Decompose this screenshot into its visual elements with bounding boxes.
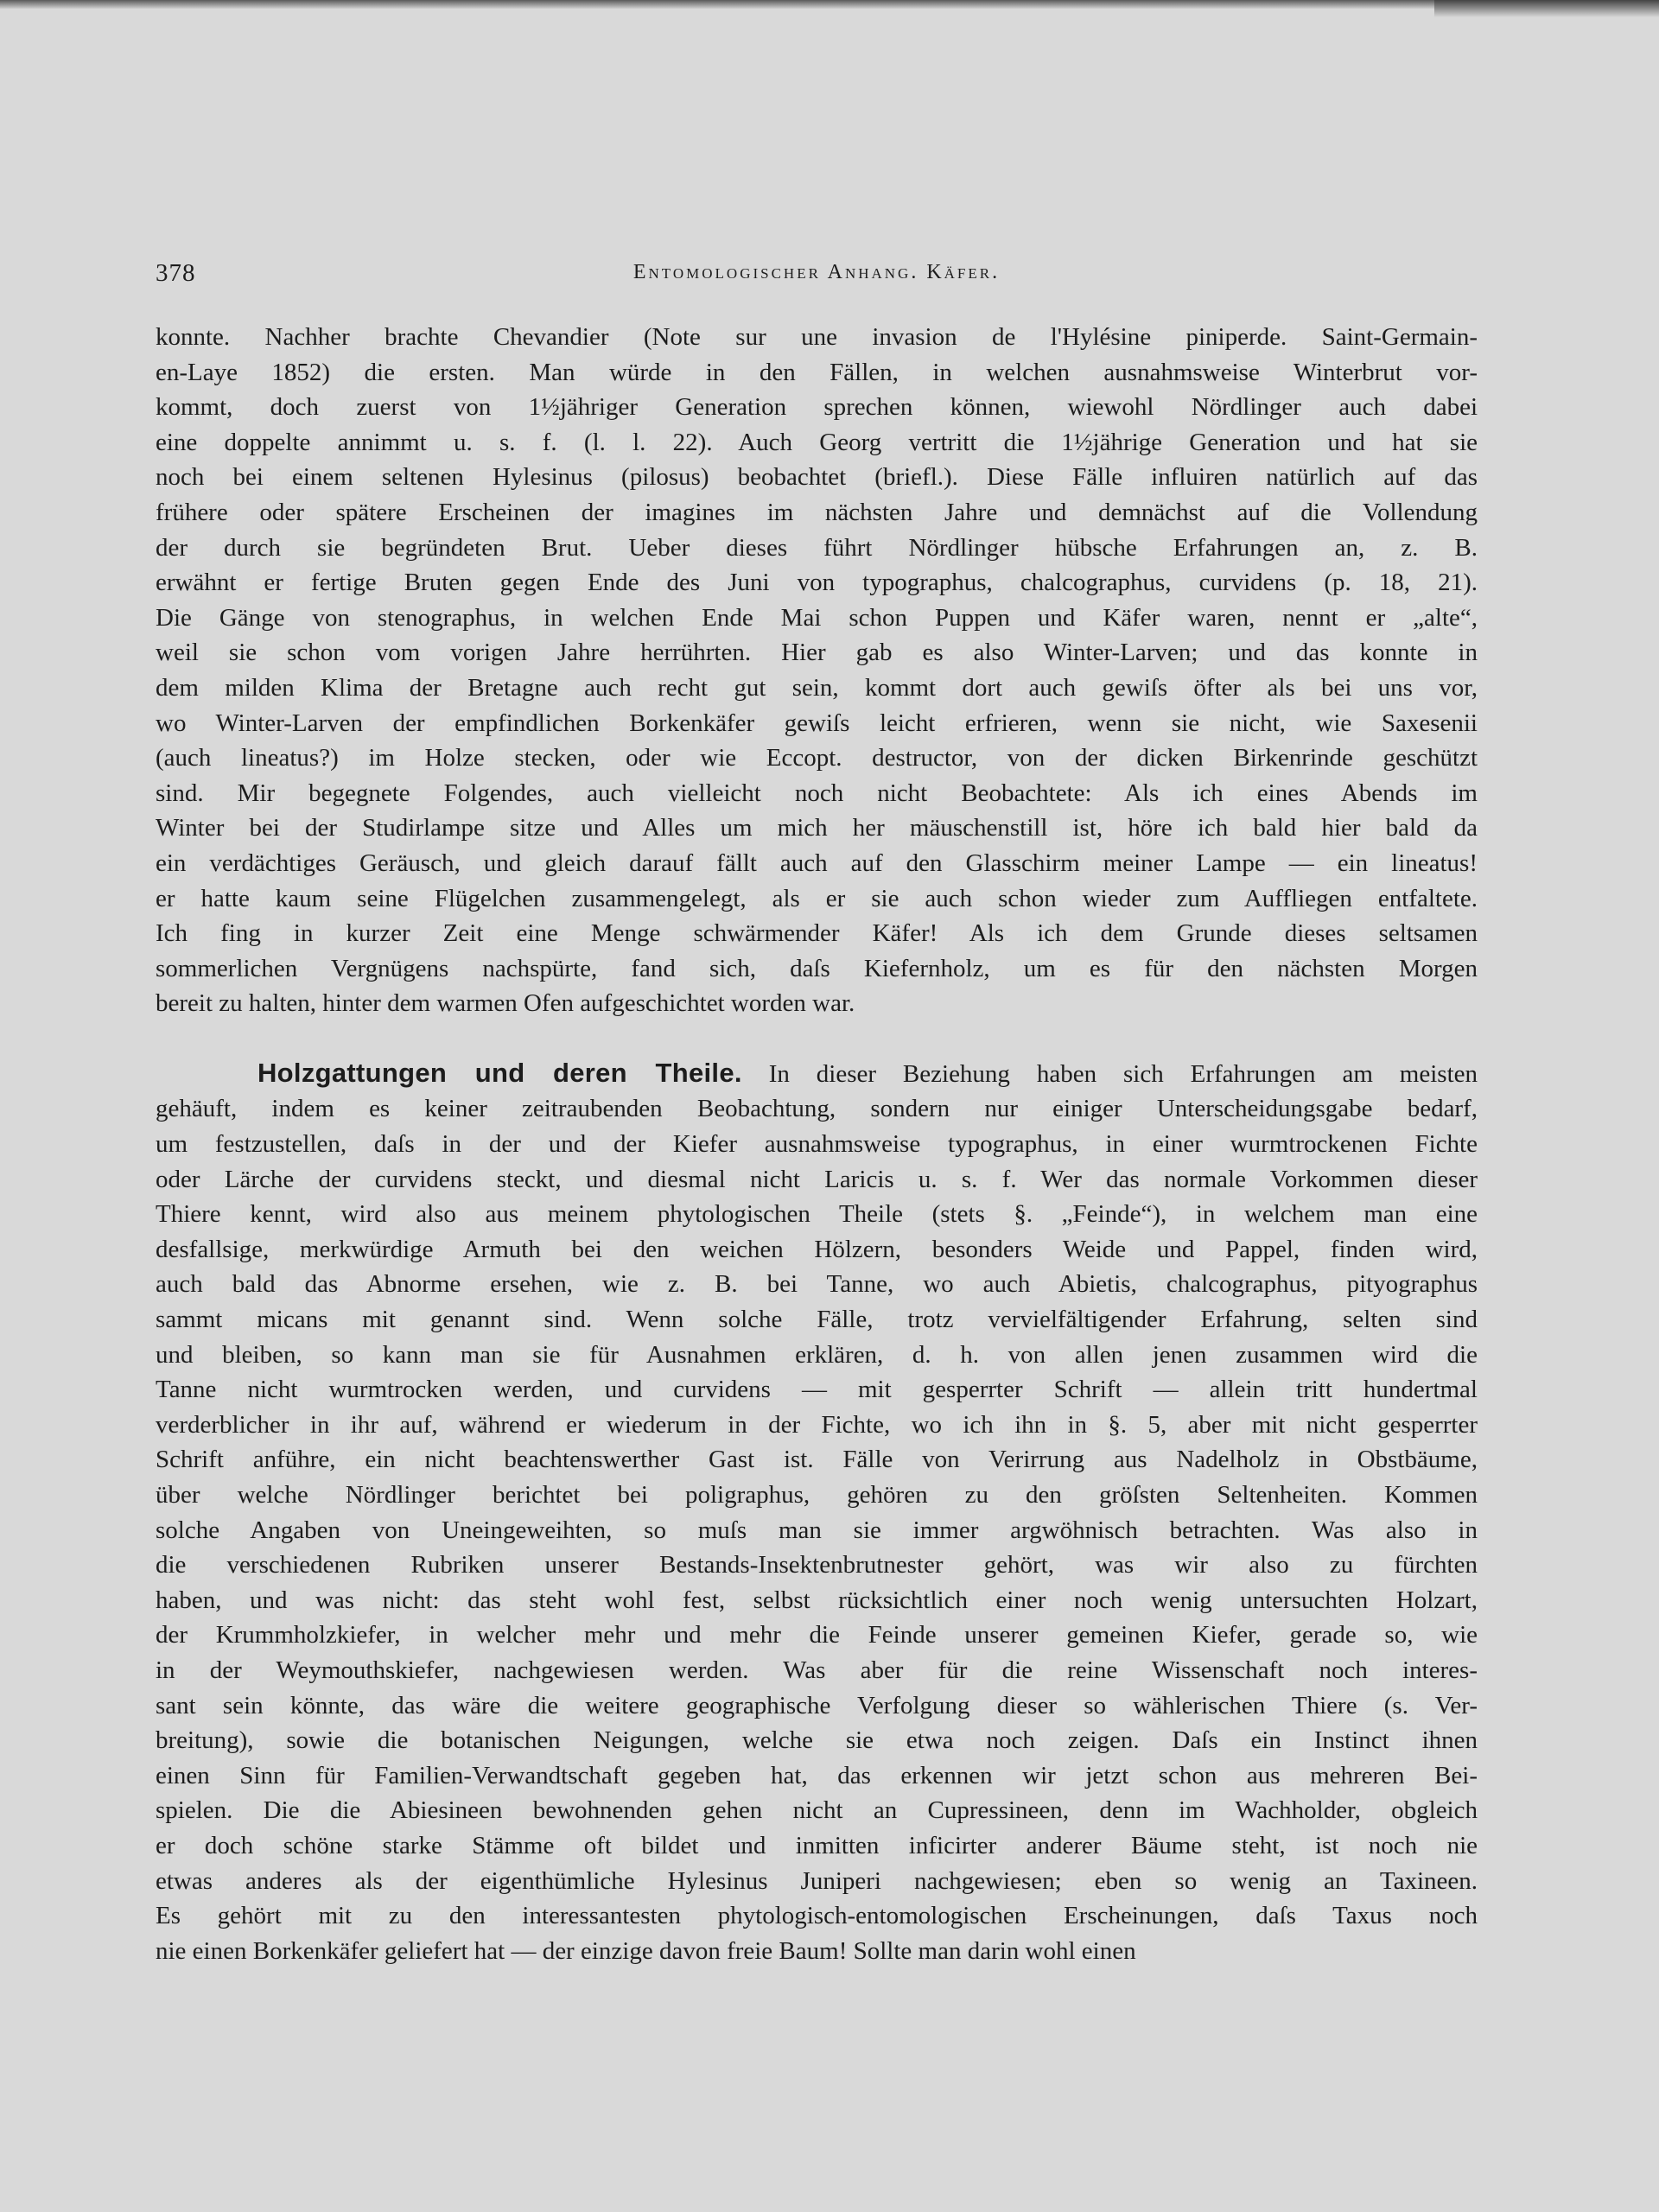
text-line: Ich fing in kurzer Zeit eine Menge schwärmender Käfer! Als ich dem Grunde dieses seltsamen xyxy=(156,919,1478,948)
text-line: Die Gänge von stenographus, in welchen Ende Mai schon Puppen und Käfer waren, nennt er „alte“, xyxy=(156,603,1478,632)
text-line: auch bald das Abnorme ersehen, wie z. B. bei Tanne, wo auch Abietis, chalcographus, pityographus xyxy=(156,1270,1478,1299)
text-line: verderblicher in ihr auf, während er wiederum in der Fichte, wo ich ihn in §. 5, aber mit nicht gesperrter xyxy=(156,1410,1478,1439)
section-first-line xyxy=(156,1056,1478,1092)
text-line: wo Winter-Larven der empfindlichen Borkenkäfer gewiſs leicht erfrieren, wenn sie nicht, wie Saxesenii xyxy=(156,709,1478,737)
text-line: er doch schöne starke Stämme oft bildet und inmitten inficirter anderer Bäume steht, ist noch nie xyxy=(156,1831,1478,1859)
text-line: Tanne nicht wurmtrocken werden, und curvidens — mit gesperrter Schrift — allein tritt hundertmal xyxy=(156,1376,1478,1404)
section-heading: Holzgattungen und deren Theile. xyxy=(257,1057,742,1088)
section-first-line-text: In dieser Beziehung haben sich Erfahrungen am meisten xyxy=(768,1059,1478,1088)
text-line: sant sein könnte, das wäre die weitere geographische Verfolgung dieser so wählerischen Thiere (s. Ver- xyxy=(156,1691,1478,1719)
text-line: sammt micans mit genannt sind. Wenn solche Fälle, trotz vervielfältigender Erfahrung, selten sind xyxy=(156,1306,1478,1334)
text-line: um festzustellen, daſs in der und der Kiefer ausnahmsweise typographus, in einer wurmtrockenen Fichte xyxy=(156,1130,1478,1159)
text-line: ein verdächtiges Geräusch, und gleich darauf fällt auch auf den Glasschirm meiner Lampe — ein lineatus! xyxy=(156,849,1478,877)
text-line: desfallsige, merkwürdige Armuth bei den weichen Hölzern, besonders Weide und Pappel, finden wird, xyxy=(156,1235,1478,1263)
text-line: einen Sinn für Familien-Verwandtschaft gegeben hat, das erkennen wir jetzt schon aus mehreren Bei- xyxy=(156,1761,1478,1789)
running-title: Entomologischer Anhang. Käfer. xyxy=(632,261,1001,283)
text-line: der durch sie begründeten Brut. Ueber dieses führt Nördlinger hübsche Erfahrungen an, z. B. xyxy=(156,533,1478,562)
text-line: über welche Nördlinger berichtet bei poligraphus, gehören zu den gröſsten Seltenheiten. Kommen xyxy=(156,1481,1478,1509)
text-line: en-Laye 1852) die ersten. Man würde in den Fällen, in welchen ausnahmsweise Winterbrut vor- xyxy=(156,358,1478,386)
text-line: breitung), sowie die botanischen Neigungen, welche sie etwa noch zeigen. Daſs ein Instinct ihnen xyxy=(156,1726,1478,1755)
text-line: in der Weymouthskiefer, nachgewiesen werden. Was aber für die reine Wissenschaft noch interes- xyxy=(156,1656,1478,1684)
page-number: 378 xyxy=(156,259,196,287)
page-body xyxy=(156,320,1478,1968)
text-line: noch bei einem seltenen Hylesinus (pilosus) beobachtet (briefl.). Diese Fälle influiren natürlich auf das xyxy=(156,463,1478,492)
text-line: nie einen Borkenkäfer geliefert hat — der einzige davon freie Baum! Sollte man darin wohl einen xyxy=(156,1936,1136,1965)
text-line: die verschiedenen Rubriken unserer Bestands-Insektenbrutnester gehört, was wir also zu fürchten xyxy=(156,1551,1478,1580)
text-line: Thiere kennt, wird also aus meinem phytologischen Theile (stets §. „Feinde“), in welchem man eine xyxy=(156,1200,1478,1229)
paragraph-winter-brood xyxy=(156,320,1478,1021)
text-line: bereit zu halten, hinter dem warmen Ofen aufgeschichtet worden war. xyxy=(156,989,855,1018)
text-line: der Krummholzkiefer, in welcher mehr und mehr die Feinde unserer gemeinen Kiefer, gerade so, wie xyxy=(156,1621,1478,1649)
text-line: er hatte kaum seine Flügelchen zusammengelegt, als er sie auch schon wieder zum Auffliegen entfaltete. xyxy=(156,884,1478,912)
text-line: spielen. Die die Abiesineen bewohnenden gehen nicht an Cupressineen, denn im Wachholder, obgleich xyxy=(156,1796,1478,1825)
text-line: und bleiben, so kann man sie für Ausnahmen erklären, d. h. von allen jenen zusammen wird die xyxy=(156,1340,1478,1369)
text-line: Schrift anführe, ein nicht beachtenswerther Gast ist. Fälle von Verirrung aus Nadelholz in Obstbäume, xyxy=(156,1446,1478,1474)
text-line: eine doppelte annimmt u. s. f. (l. l. 22). Auch Georg vertritt die 1½jährige Generation und hat sie xyxy=(156,428,1478,456)
page-header xyxy=(156,259,1478,294)
text-line: konnte. Nachher brachte Chevandier (Note sur une invasion de l'Hylésine piniperde. Saint-Germain- xyxy=(156,323,1478,351)
text-line: gehäuft, indem es keiner zeitraubenden Beobachtung, sondern nur einiger Unterscheidungsgabe bedarf, xyxy=(156,1095,1478,1123)
text-line: (auch lineatus?) im Holze stecken, oder wie Eccopt. destructor, von der dicken Birkenrinde geschützt xyxy=(156,744,1478,772)
text-line: erwähnt er fertige Bruten gegen Ende des Juni von typographus, chalcographus, curvidens (p. 18, 21). xyxy=(156,569,1478,597)
text-line: solche Angaben von Uneingeweihten, so muſs man sie immer argwöhnisch betrachten. Was also in xyxy=(156,1516,1478,1544)
scan-top-edge xyxy=(0,0,1659,9)
text-line: kommt, doch zuerst von 1½jähriger Generation sprechen können, wiewohl Nördlinger auch dabei xyxy=(156,393,1478,422)
text-line: haben, und was nicht: das steht wohl fest, selbst rücksichtlich einer noch wenig untersuchten Holzart, xyxy=(156,1586,1478,1614)
text-line: frühere oder spätere Erscheinen der imagines im nächsten Jahre und demnächst auf die Vollendung xyxy=(156,498,1478,526)
text-line: oder Lärche der curvidens steckt, und diesmal nicht Laricis u. s. f. Wer das normale Vorkommen dieser xyxy=(156,1165,1478,1193)
paragraph-wood-species xyxy=(156,1056,1478,1968)
text-line: sind. Mir begegnete Folgendes, auch vielleicht noch nicht Beobachtete: Als ich eines Abends im xyxy=(156,779,1478,807)
scan-top-right-shadow xyxy=(1434,0,1659,17)
text-line: sommerlichen Vergnügens nachspürte, fand sich, daſs Kiefernholz, um es für den nächsten Morgen xyxy=(156,954,1478,982)
text-line: weil sie schon vom vorigen Jahre herrührten. Hier gab es also Winter-Larven; und das konnte in xyxy=(156,639,1478,667)
text-line: Es gehört mit zu den interessantesten phytologisch-entomologischen Erscheinungen, daſs Taxus noch xyxy=(156,1902,1478,1930)
text-line: Winter bei der Studirlampe sitze und Alles um mich her mäuschenstill ist, höre ich bald hier bald da xyxy=(156,814,1478,842)
text-line: dem milden Klima der Bretagne auch recht gut sein, kommt dort auch gewiſs öfter als bei uns vor, xyxy=(156,673,1478,702)
paragraph-gap xyxy=(156,1021,1478,1056)
text-line: etwas anderes als der eigenthümliche Hylesinus Juniperi nachgewiesen; eben so wenig an Taxineen. xyxy=(156,1866,1478,1895)
